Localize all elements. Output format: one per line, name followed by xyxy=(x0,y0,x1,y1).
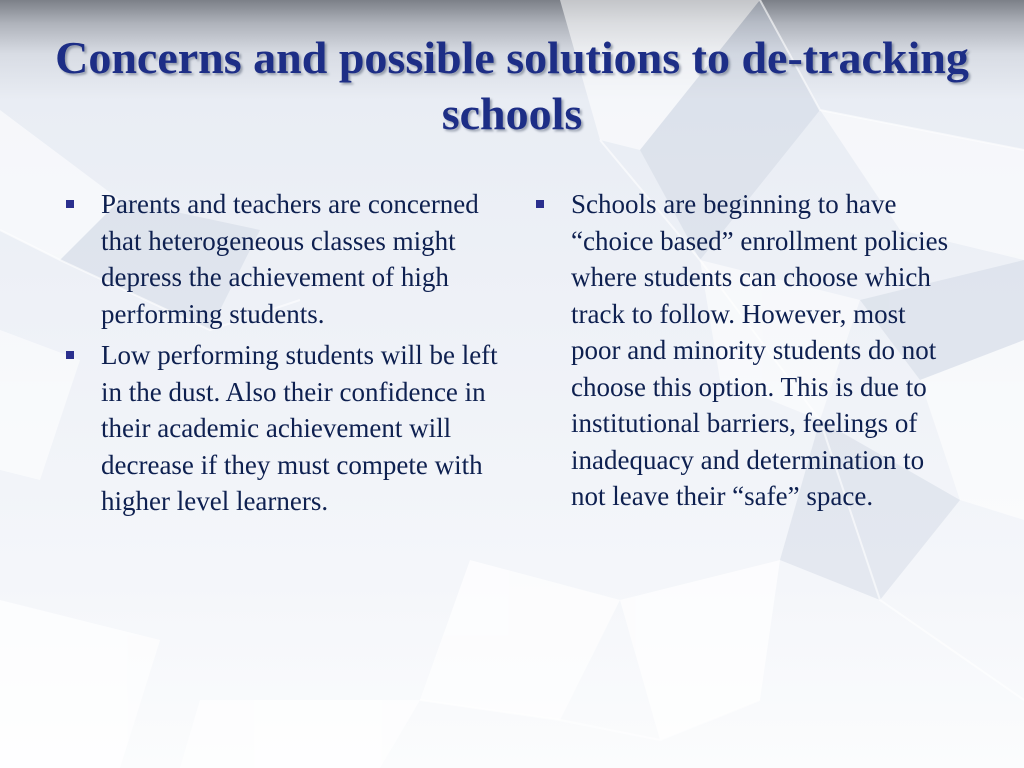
square-bullet-icon xyxy=(66,200,74,208)
bullet-text: Parents and teachers are concerned that heterogeneous classes might depress the achievement of high performing students. xyxy=(101,189,479,329)
square-bullet-icon xyxy=(536,200,544,208)
right-bullet-list xyxy=(530,186,950,520)
slide-title: Concerns and possible solutions to de-tracking schools xyxy=(55,32,969,139)
left-bullet-list xyxy=(60,186,500,525)
bullet-item xyxy=(60,186,500,332)
bullet-item xyxy=(60,337,500,520)
bullet-text: Schools are beginning to have “choice based” enrollment policies where students can choose which track to follow. However, most poor and minority students do not choose this option. This is due to institutional barriers, feelings of inadequacy and determination to not leave their “safe” space. xyxy=(571,189,949,511)
square-bullet-icon xyxy=(66,351,74,359)
bullet-text: Low performing students will be left in the dust. Also their confidence in their academic achievement will decrease if they must compete with higher level learners. xyxy=(101,340,498,516)
bullet-item xyxy=(530,186,950,515)
